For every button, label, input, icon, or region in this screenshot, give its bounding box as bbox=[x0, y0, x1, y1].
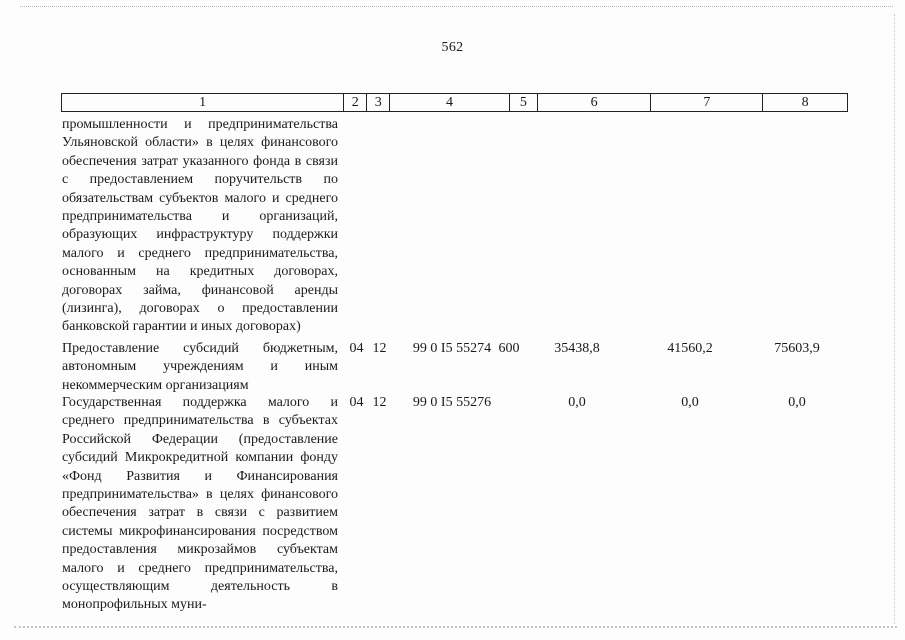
scan-edge-right bbox=[894, 14, 895, 624]
header-col-7: 7 bbox=[651, 94, 763, 111]
row-amount-col-6: 0,0 bbox=[568, 395, 586, 410]
row-amount-col-8: 75603,9 bbox=[774, 341, 820, 356]
header-col-2: 2 bbox=[344, 94, 367, 111]
page-number: 562 bbox=[441, 40, 464, 55]
row-amount-col-7: 0,0 bbox=[681, 395, 699, 410]
header-col-6: 6 bbox=[538, 94, 652, 111]
header-col-8: 8 bbox=[801, 95, 809, 110]
header-col-4: 4 bbox=[390, 94, 510, 111]
row-subsection-code: 12 bbox=[372, 341, 387, 356]
row-target-article: 99 0 I5 55276 bbox=[412, 395, 492, 410]
row-description: Предоставление субсидий бюджетным, автономным учреждениям и иным некоммерческим организациям bbox=[62, 341, 338, 393]
row-amount-col-7: 41560,2 bbox=[667, 341, 713, 356]
row-section-code: 04 bbox=[349, 395, 364, 410]
table-header-row bbox=[61, 93, 848, 112]
row-section-code: 04 bbox=[349, 341, 364, 356]
row-subsection-code: 12 bbox=[372, 395, 387, 410]
header-col-5: 5 bbox=[510, 94, 538, 111]
header-col-1: 1 bbox=[62, 94, 344, 111]
continuation-description: промышленности и предпринимательства Ульяновской области» в целях финансового обеспечения затрат указанного фонда в связи с предоставлением поручительств по обязательствам субъектов малого и среднего предпринимательства и организаций, образующих инфраструктуру поддержки малого и среднего предпринимательства, основанным на кредитных договорах, договорах займа, финансовой аренды (лизинга), договорах о предоставлении банковской гарантии и иных договорах) bbox=[62, 117, 338, 335]
scan-edge-bottom bbox=[14, 626, 897, 628]
row-target-article: 99 0 I5 55274 bbox=[412, 341, 492, 356]
row-amount-col-6: 35438,8 bbox=[554, 341, 600, 356]
scan-edge-top bbox=[20, 6, 893, 7]
row-description: Государственная поддержка малого и среднего предпринимательства в субъектах Российской Федерации (предоставление субсидий Микрокредитной компании фонду «Фонд Развития и Финансирования предпринимательства» в целях финансового обеспечения затрат в связи с развитием системы микрофинансирования посредством предоставления микрозаймов субъектам малого и среднего предпринимательства, осуществляющим деятельность в монопрофильных муни- bbox=[62, 395, 338, 613]
header-col-3: 3 bbox=[367, 94, 390, 111]
row-expense-type: 600 bbox=[498, 341, 520, 356]
row-amount-col-8: 0,0 bbox=[788, 395, 806, 410]
